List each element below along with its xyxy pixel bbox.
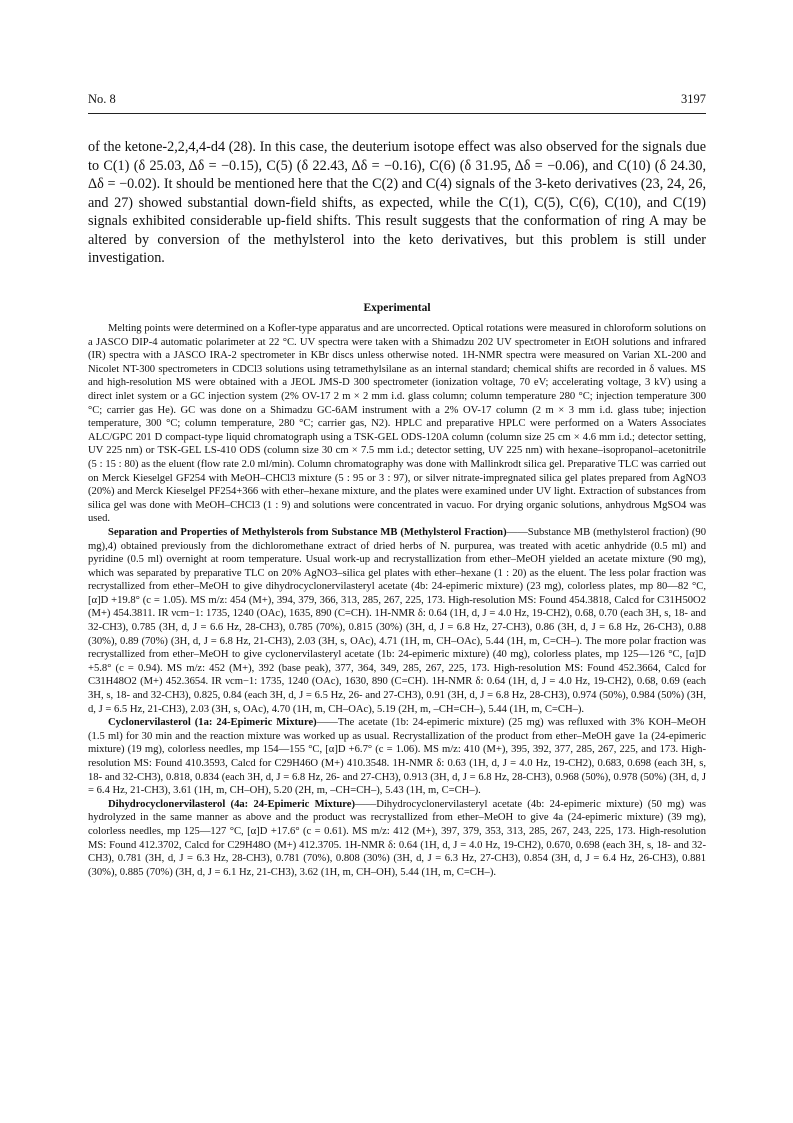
section-title: Experimental <box>363 302 431 314</box>
running-head <box>88 92 706 112</box>
dihydrocyclonervilasterol-heading: Dihydrocyclonervilasterol (4a: 24-Epimeric Mixture) <box>108 798 356 810</box>
journal-issue: No. 8 <box>88 92 116 106</box>
cyclonervilasterol-heading: Cyclonervilasterol (1a: 24-Epimeric Mixture) <box>108 717 317 729</box>
experimental-body <box>88 322 706 879</box>
general-methods-paragraph: Melting points were determined on a Kofler-type apparatus and are uncorrected. Optical rotations were measured in chloroform solutions on a JASCO DIP-4 automatic polarimeter at 22 °C. UV spectra were taken with a Shimadzu 202 UV spectrometer in EtOH solutions and infrared (IR) spectra with a JASCO IRA-2 spectrometer in KBr discs unless otherwise noted. 1H-NMR spectra were measured on Varian XL-200 and Nicolet NT-300 spectrometers in CDCl3 solutions using tetramethylsilane as an internal standard; chemical shifts are recorded in δ values. MS and high-resolution MS were obtained with a JEOL JMS-D 300 spectrometer (ionization voltage, 70 eV; accelerating voltage, 3 kV) using a direct inlet system or a GC injection system (2% OV-17 2 m × 2 mm i.d. glass column; column temperature 280 °C; injection temperature 300 °C; carrier gas He). GC was done on a Shimadzu GC-6AM instrument with a 2% OV-17 column (2 m × 3 mm i.d. glass tube; injection temperature, 300 °C; column temperature, 280 °C; carrier gas, N2). HPLC and preparative HPLC were performed on a Waters Associates ALC/GPC 201 D compact-type liquid chromatograph using a TSK-GEL ODS-120A column (column size 25 cm × 4.6 mm i.d.; detector setting, UV 225 nm) or TSK-GEL LS-410 ODS (column size 30 cm × 7.5 mm i.d.; detector setting, UV 225 nm) with hexane–isopropanol–acetonitrile (5 : 15 : 80) as the eluent (flow rate 2.0 ml/min). Column chromatography was done with Mallinkrodt silica gel. Preparative TLC was carried out on Merck Kieselgel GF254 with MeOH–CHCl3 mixture (5 : 95 or 3 : 97), or silver nitrate-impregnated silica gel plates prepared from AgNO3 (20%) and Merck Kieselgel PF254+366 with ether–hexane mixture, and the plates were examined under UV light. Extraction of substances from silica gel was done with MeOH–CHCl3 (1 : 9) and solutions were concentrated in vacuo. For drying organic solutions, anhydrous MgSO4 was used. <box>88 323 706 525</box>
separation-heading: Separation and Properties of Methylsterols from Substance MB (Methylsterol Fraction) <box>108 526 507 538</box>
dihydrocyclonervilasterol-text: Dihydrocyclonervilasteryl acetate (4b: 24-epimeric mixture) (50 mg) was hydrolyzed in the same manner as above and the product was recrystallized from ether–MeOH to give 4a (24-epimeric mixture) (39 mg), colorless needles, mp 125—127 °C, [α]D +17.6° (c = 0.61). MS m/z: 412 (M+), 397, 379, 353, 313, 285, 267, 243, 225, 173. High-resolution MS: Found 412.3702, Calcd for C29H48O (M+) 412.3705. 1H-NMR δ: 0.64 (1H, d, J = 4.0 Hz, 19-CH2), 0.670, 0.698 (each 3H, s, 18- and 32-CH3), 0.781 (3H, d, J = 6.3 Hz, 28-CH3), 0.781 (70%), 0.808 (30%) (3H, d, J = 6.3 Hz, 27-CH3), 0.854 (3H, d, J = 6.4 Hz, 26-CH3), 0.881 (30%), 0.885 (70%) (3H, d, J = 6.1 Hz, 21-CH3), 3.62 (1H, m, CH–OH), 5.44 (1H, m, C=CH–). <box>88 798 706 878</box>
page-number: 3197 <box>681 92 706 106</box>
separation-paragraph: Separation and Properties of Methylsterols from Substance MB (Methylsterol Fraction)——Substance MB (methylsterol fraction) (90 mg),4) obtained previously from the dichloromethane extract of dried herbs of N. purpurea, was treated with acetic anhydride (0.5 ml) and pyridine (0.5 ml) overnight at room temperature. Usual work-up and recrystallization from ether–MeOH yielded an acetate mixture (90 mg), which was separated by preparative TLC on 20% AgNO3–silica gel plates with ether–hexane (1 : 20) as the eluent. The less polar fraction was recrystallized from ether–MeOH to give dihydrocyclonervilasteryl acetate (4b: 24-epimeric mixture) (23 mg), colorless plates, mp 80—82 °C, [α]D +19.8° (c = 1.05). MS m/z: 454 (M+), 394, 379, 366, 313, 285, 267, 225, 173. High-resolution MS: Found 454.3818, Calcd for C31H50O2 (M+) 454.3811. IR νcm−1: 1735, 1240 (OAc), 1635, 890 (C=CH). 1H-NMR δ: 0.64 (1H, d, J = 4.0 Hz, 19-CH2), 0.68, 0.70 (each 3H, s, 18- and 32-CH3), 0.785 (3H, d, J = 6.6 Hz, 28-CH3), 0.785 (70%), 0.815 (30%) (3H, d, J = 6.8 Hz, 27-CH3), 0.86 (3H, d, J = 6.8 Hz, 26-CH3), 0.88 (30%), 0.89 (70%) (3H, d, J = 6.8 Hz, 21-CH3), 2.03 (3H, s, OAc), 4.71 (1H, m, CH–OAc), 5.44 (1H, m, C=CH–). The more polar fraction was recrystallized from ether–MeOH to give cyclonervilasteryl acetate (1b: 24-epimeric mixture) (40 mg), colorless plates, mp 125—126 °C, [α]D +5.8° (c = 0.94). MS m/z: 452 (M+), 392 (base peak), 377, 364, 349, 285, 267, 225, 173. High-resolution MS: Found 452.3664, Calcd for C31H48O2 (M+) 452.3654. IR νcm−1: 1735, 1240 (OAc), 1630, 890 (C=CH). 1H-NMR δ: 0.64 (1H, d, J = 4.0 Hz, 19-CH2), 0.68, 0.69 (each 3H, s, 18- and 32-CH3), 0.825, 0.84 (each 3H, d, J = 6.5 Hz, 26- and 27-CH3), 0.91 (3H, d, J = 6.8 Hz, 28-CH3), 0.974 (50%), 0.984 (50%) (3H, d, J = 6.5 Hz, 21-CH3), 2.03 (3H, s, OAc), 4.70 (1H, m, CH–OAc), 5.19 (2H, m, –CH=CH–), 5.44 (1H, m, C=CH–). <box>88 526 707 715</box>
cyclonervilasterol-text: The acetate (1b: 24-epimeric mixture) (25 mg) was refluxed with 3% KOH–MeOH (1.5 ml) for 30 min and the reaction mixture was worked up as usual. Recrystallization of the product from ether–MeOH gave 1a (24-epimeric mixture) (19 mg), colorless needles, mp 154—155 °C, [α]D +6.7° (c = 1.06). MS m/z: 410 (M+), 395, 392, 377, 285, 267, 225, and 173. High-resolution MS: Found 410.3593, Calcd for C29H46O (M+) 410.3548. 1H-NMR δ: 0.63 (1H, d, J = 4.0 Hz, 19-CH2), 0.683, 0.698 (each 3H, s, 18- and 32-CH3), 0.818, 0.834 (each 3H, d, J = 6.8 Hz, 26- and 27-CH3), 0.913 (3H, d, J = 6.8 Hz, 28-CH3), 0.968 (50%), 0.978 (50%) (3H, d, J = 6.4 Hz, 21-CH3), 3.61 (1H, m, CH–OH), 5.20 (2H, m, –CH=CH–), 5.43 (1H, m, C=CH–). <box>88 717 706 797</box>
lead-paragraph: of the ketone-2,2,4,4-d4 (28). In this case, the deuterium isotope effect was also observed for the signals due to C(1) (δ 25.03, Δδ = −0.15), C(5) (δ 22.43, Δδ = −0.16), C(6) (δ 31.95, Δδ = −0.06), and C(10) (δ 24.30, Δδ = −0.02). It should be mentioned here that the C(2) and C(4) signals of the 3-keto derivatives (23, 24, 26, and 27) showed substantial down-field shifts, as expected, while the C(1), C(5), C(6), C(10), and C(19) signals exhibited considerable up-field shifts. This result suggests that the conformation of ring A may be altered by conversion of the methylsterol into the keto derivatives, but this problem is still under investigation. <box>88 139 706 267</box>
header-rule <box>88 113 706 114</box>
separation-text: Substance MB (methylsterol fraction) (90 mg),4) obtained previously from the dichloromethane extract of dried herbs of N. purpurea, was treated with acetic anhydride (0.5 ml) and pyridine (0.5 ml) overnight at room temperature. Usual work-up and recrystallization from ether–MeOH yielded an acetate mixture (90 mg), which was separated by preparative TLC on 20% AgNO3–silica gel plates with ether–hexane (1 : 20) as the eluent. The less polar fraction was recrystallized from ether–MeOH to give dihydrocyclonervilasteryl acetate (4b: 24-epimeric mixture) (23 mg), colorless plates, mp 80—82 °C, [α]D +19.8° (c = 1.05). MS m/z: 454 (M+), 394, 379, 366, 313, 285, 267, 225, 173. High-resolution MS: Found 454.3818, Calcd for C31H50O2 (M+) 454.3811. IR νcm−1: 1735, 1240 (OAc), 1635, 890 (C=CH). 1H-NMR δ: 0.64 (1H, d, J = 4.0 Hz, 19-CH2), 0.68, 0.70 (each 3H, s, 18- and 32-CH3), 0.785 (3H, d, J = 6.6 Hz, 28-CH3), 0.785 (70%), 0.815 (30%) (3H, d, J = 6.8 Hz, 27-CH3), 0.86 (3H, d, J = 6.8 Hz, 26-CH3), 0.88 (30%), 0.89 (70%) (3H, d, J = 6.8 Hz, 21-CH3), 2.03 (3H, s, OAc), 4.71 (1H, m, CH–OAc), 5.44 (1H, m, C=CH–). The more polar fraction was recrystallized from ether–MeOH to give cyclonervilasteryl acetate (1b: 24-epimeric mixture) (40 mg), colorless plates, mp 125—126 °C, [α]D +5.8° (c = 0.94). MS m/z: 452 (M+), 392 (base peak), 377, 364, 349, 285, 267, 225, 173. High-resolution MS: Found 452.3664, Calcd for C31H48O2 (M+) 452.3654. IR νcm−1: 1735, 1240 (OAc), 1630, 890 (C=CH). 1H-NMR δ: 0.64 (1H, d, J = 4.0 Hz, 19-CH2), 0.68, 0.69 (each 3H, s, 18- and 32-CH3), 0.825, 0.84 (each 3H, d, J = 6.5 Hz, 26- and 27-CH3), 0.91 (3H, d, J = 6.8 Hz, 28-CH3), 0.974 (50%), 0.984 (50%) (3H, d, J = 6.5 Hz, 21-CH3), 2.03 (3H, s, OAc), 4.70 (1H, m, CH–OAc), 5.19 (2H, m, –CH=CH–), 5.44 (1H, m, C=CH–). <box>88 526 707 715</box>
dihydrocyclonervilasterol-paragraph: Dihydrocyclonervilasterol (4a: 24-Epimeric Mixture)——Dihydrocyclonervilasteryl acetate (4b: 24-epimeric mixture) (50 mg) was hydrolyzed in the same manner as above and the product was recrystallized from ether–MeOH to give 4a (24-epimeric mixture) (39 mg), colorless needles, mp 125—127 °C, [α]D +17.6° (c = 0.61). MS m/z: 412 (M+), 397, 379, 353, 313, 285, 267, 243, 225, 173. High-resolution MS: Found 412.3702, Calcd for C29H48O (M+) 412.3705. 1H-NMR δ: 0.64 (1H, d, J = 4.0 Hz, 19-CH2), 0.670, 0.698 (each 3H, s, 18- and 32-CH3), 0.781 (3H, d, J = 6.3 Hz, 28-CH3), 0.781 (70%), 0.808 (30%) (3H, d, J = 6.3 Hz, 27-CH3), 0.854 (3H, d, J = 6.4 Hz, 26-CH3), 0.881 (30%), 0.885 (70%) (3H, d, J = 6.1 Hz, 21-CH3), 3.62 (1H, m, CH–OH), 5.44 (1H, m, C=CH–). <box>88 798 706 878</box>
cyclonervilasterol-paragraph: Cyclonervilasterol (1a: 24-Epimeric Mixture)——The acetate (1b: 24-epimeric mixture) (25 mg) was refluxed with 3% KOH–MeOH (1.5 ml) for 30 min and the reaction mixture was worked up as usual. Recrystallization of the product from ether–MeOH gave 1a (24-epimeric mixture) (19 mg), colorless needles, mp 154—155 °C, [α]D +6.7° (c = 1.06). MS m/z: 410 (M+), 395, 392, 377, 285, 267, 225, and 173. High-resolution MS: Found 410.3593, Calcd for C29H46O (M+) 410.3548. 1H-NMR δ: 0.63 (1H, d, J = 4.0 Hz, 19-CH2), 0.683, 0.698 (each 3H, s, 18- and 32-CH3), 0.818, 0.834 (each 3H, d, J = 6.8 Hz, 26- and 27-CH3), 0.913 (3H, d, J = 6.8 Hz, 28-CH3), 0.968 (50%), 0.978 (50%) (3H, d, J = 6.4 Hz, 21-CH3), 3.61 (1H, m, CH–OH), 5.20 (2H, m, –CH=CH–), 5.43 (1H, m, C=CH–). <box>88 717 706 797</box>
